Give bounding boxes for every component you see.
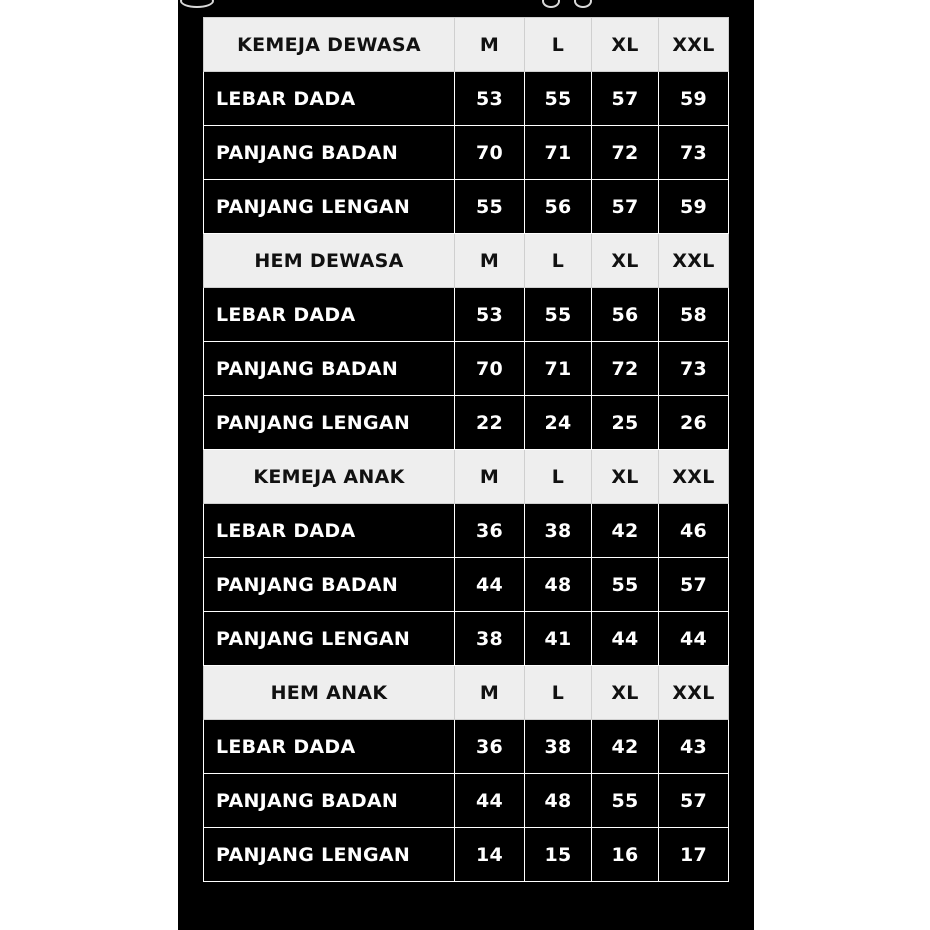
measurement-label: LEBAR DADA <box>204 720 455 774</box>
value-cell: 73 <box>659 126 729 180</box>
value-cell: 48 <box>525 774 592 828</box>
value-cell: 25 <box>592 396 659 450</box>
measurement-label: PANJANG LENGAN <box>204 828 455 882</box>
value-cell: 58 <box>659 288 729 342</box>
value-cell: 24 <box>525 396 592 450</box>
value-cell: 71 <box>525 126 592 180</box>
size-header-xl: XL <box>592 666 659 720</box>
ornament-mark <box>574 0 592 8</box>
table-row <box>204 180 729 234</box>
size-header-xxl: XXL <box>659 234 729 288</box>
ornament-mark <box>542 0 560 8</box>
value-cell: 70 <box>455 342 525 396</box>
value-cell: 70 <box>455 126 525 180</box>
value-cell: 46 <box>659 504 729 558</box>
table-row <box>204 720 729 774</box>
value-cell: 16 <box>592 828 659 882</box>
value-cell: 44 <box>455 558 525 612</box>
value-cell: 56 <box>592 288 659 342</box>
size-chart-table <box>203 17 729 882</box>
value-cell: 71 <box>525 342 592 396</box>
ornament-mark <box>180 0 214 8</box>
value-cell: 59 <box>659 180 729 234</box>
size-header-xl: XL <box>592 18 659 72</box>
value-cell: 72 <box>592 126 659 180</box>
value-cell: 26 <box>659 396 729 450</box>
table-row <box>204 558 729 612</box>
section-header-hem-dewasa <box>204 234 729 288</box>
table-row <box>204 126 729 180</box>
value-cell: 53 <box>455 288 525 342</box>
value-cell: 41 <box>525 612 592 666</box>
table-row <box>204 72 729 126</box>
value-cell: 48 <box>525 558 592 612</box>
value-cell: 17 <box>659 828 729 882</box>
size-header-m: M <box>455 450 525 504</box>
section-header-kemeja-anak <box>204 450 729 504</box>
value-cell: 22 <box>455 396 525 450</box>
measurement-label: PANJANG LENGAN <box>204 180 455 234</box>
size-header-l: L <box>525 666 592 720</box>
value-cell: 44 <box>659 612 729 666</box>
size-header-xxl: XXL <box>659 450 729 504</box>
section-header-kemeja-dewasa <box>204 18 729 72</box>
section-title: KEMEJA DEWASA <box>204 18 455 72</box>
table-row <box>204 828 729 882</box>
section-title: HEM DEWASA <box>204 234 455 288</box>
size-header-m: M <box>455 234 525 288</box>
size-header-xxl: XXL <box>659 666 729 720</box>
size-header-m: M <box>455 18 525 72</box>
value-cell: 55 <box>592 774 659 828</box>
cropped-top-ornament <box>178 0 754 12</box>
value-cell: 43 <box>659 720 729 774</box>
size-header-xl: XL <box>592 234 659 288</box>
value-cell: 38 <box>525 720 592 774</box>
size-header-l: L <box>525 18 592 72</box>
measurement-label: PANJANG BADAN <box>204 342 455 396</box>
value-cell: 59 <box>659 72 729 126</box>
table-row <box>204 612 729 666</box>
value-cell: 36 <box>455 720 525 774</box>
measurement-label: PANJANG BADAN <box>204 558 455 612</box>
size-header-l: L <box>525 450 592 504</box>
measurement-label: LEBAR DADA <box>204 504 455 558</box>
section-title: HEM ANAK <box>204 666 455 720</box>
measurement-label: PANJANG LENGAN <box>204 612 455 666</box>
value-cell: 44 <box>592 612 659 666</box>
value-cell: 57 <box>592 180 659 234</box>
size-header-xl: XL <box>592 450 659 504</box>
value-cell: 57 <box>659 558 729 612</box>
measurement-label: PANJANG BADAN <box>204 126 455 180</box>
value-cell: 42 <box>592 504 659 558</box>
value-cell: 53 <box>455 72 525 126</box>
measurement-label: LEBAR DADA <box>204 288 455 342</box>
table-row <box>204 288 729 342</box>
section-header-hem-anak <box>204 666 729 720</box>
table-row <box>204 774 729 828</box>
value-cell: 36 <box>455 504 525 558</box>
size-header-xxl: XXL <box>659 18 729 72</box>
value-cell: 42 <box>592 720 659 774</box>
measurement-label: LEBAR DADA <box>204 72 455 126</box>
value-cell: 44 <box>455 774 525 828</box>
table-row <box>204 342 729 396</box>
value-cell: 56 <box>525 180 592 234</box>
value-cell: 73 <box>659 342 729 396</box>
value-cell: 38 <box>455 612 525 666</box>
table-row <box>204 504 729 558</box>
table-row <box>204 396 729 450</box>
value-cell: 57 <box>592 72 659 126</box>
value-cell: 57 <box>659 774 729 828</box>
size-header-l: L <box>525 234 592 288</box>
value-cell: 72 <box>592 342 659 396</box>
value-cell: 55 <box>525 72 592 126</box>
value-cell: 55 <box>455 180 525 234</box>
value-cell: 14 <box>455 828 525 882</box>
value-cell: 15 <box>525 828 592 882</box>
section-title: KEMEJA ANAK <box>204 450 455 504</box>
value-cell: 55 <box>525 288 592 342</box>
measurement-label: PANJANG BADAN <box>204 774 455 828</box>
measurement-label: PANJANG LENGAN <box>204 396 455 450</box>
value-cell: 55 <box>592 558 659 612</box>
value-cell: 38 <box>525 504 592 558</box>
size-header-m: M <box>455 666 525 720</box>
